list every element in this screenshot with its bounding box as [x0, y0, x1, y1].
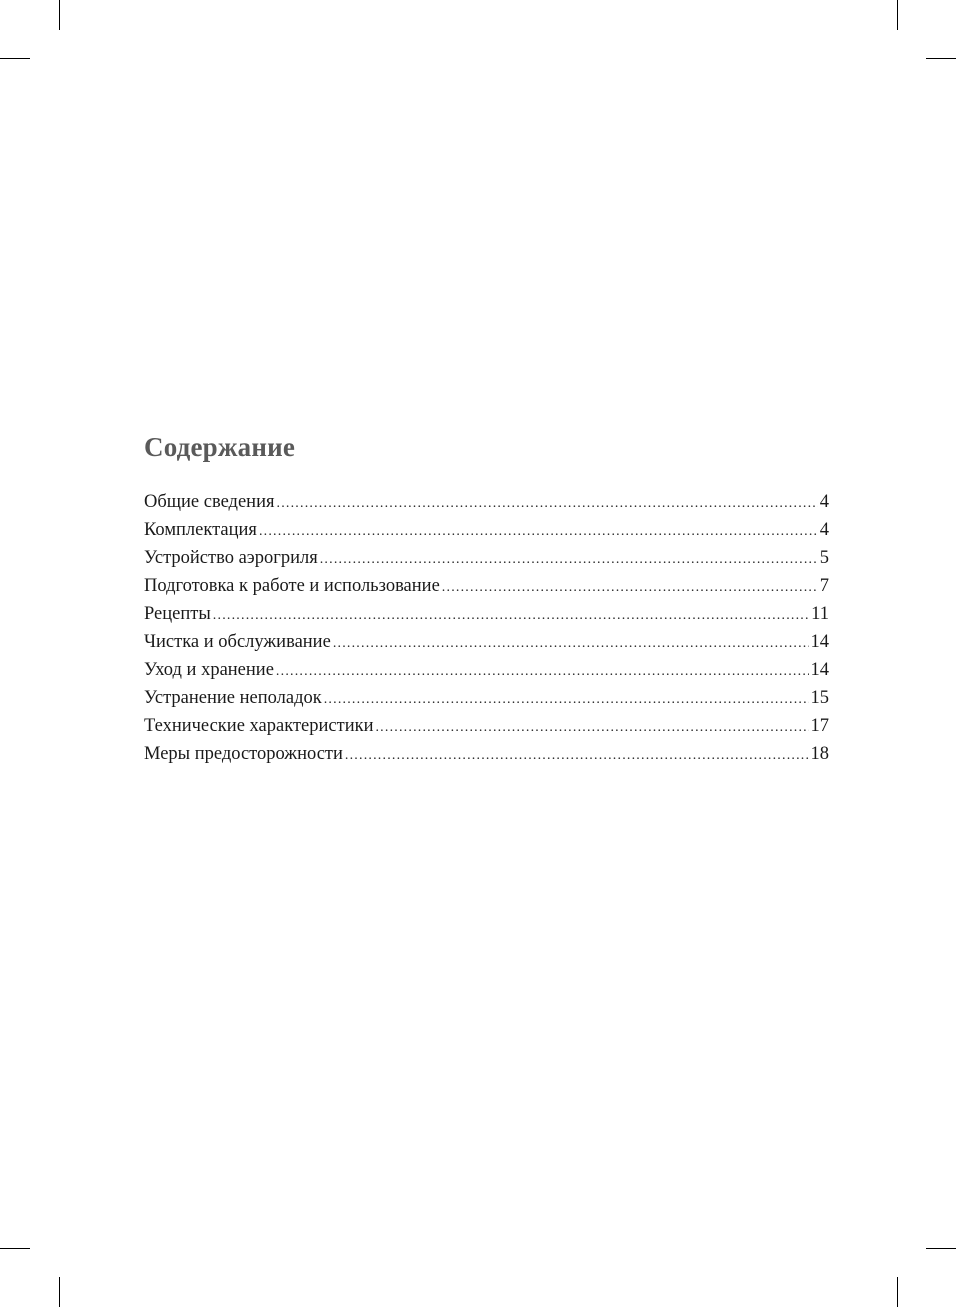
toc-entry-page: 15	[810, 688, 829, 708]
toc-dot-leader	[375, 714, 808, 742]
toc-entry-page: 11	[811, 604, 829, 624]
crop-mark-top-right-horizontal	[926, 58, 956, 59]
toc-dot-leader	[259, 518, 818, 546]
toc-entry-label: Уход и хранение	[144, 660, 274, 680]
toc-entry[interactable]	[144, 712, 829, 740]
toc-entry-label: Общие сведения	[144, 492, 275, 512]
toc-dot-leader	[345, 742, 809, 770]
toc-dot-leader	[324, 686, 809, 714]
crop-mark-bottom-left-horizontal	[0, 1248, 30, 1249]
toc-dot-leader	[320, 546, 818, 574]
toc-entry-label: Устранение неполадок	[144, 688, 322, 708]
toc-entry-page: 4	[819, 492, 829, 512]
toc-entry-label: Рецепты	[144, 604, 211, 624]
toc-dot-leader	[442, 574, 818, 602]
toc-entry-label: Комплектация	[144, 520, 257, 540]
crop-mark-top-left	[59, 0, 60, 30]
toc-entry[interactable]	[144, 544, 829, 572]
toc-entry[interactable]	[144, 488, 829, 516]
toc-entry-label: Подготовка к работе и использование	[144, 576, 440, 596]
table-of-contents	[144, 488, 829, 768]
toc-entry-page: 14	[810, 632, 829, 652]
toc-title: Содержание	[144, 432, 296, 462]
toc-entry-page: 5	[819, 548, 829, 568]
toc-entry-label: Устройство аэрогриля	[144, 548, 318, 568]
toc-entry[interactable]	[144, 628, 829, 656]
crop-mark-bottom-left	[59, 1277, 60, 1307]
toc-entry-page: 17	[810, 716, 829, 736]
crop-mark-bottom-right-horizontal	[926, 1248, 956, 1249]
toc-entry-page: 7	[819, 576, 829, 596]
toc-dot-leader	[276, 658, 809, 686]
toc-entry-label: Чистка и обслуживание	[144, 632, 331, 652]
toc-entry-label: Меры предосторожности	[144, 744, 343, 764]
toc-entry-label: Технические характеристики	[144, 716, 374, 736]
crop-mark-bottom-right	[897, 1277, 898, 1307]
toc-entry[interactable]	[144, 656, 829, 684]
toc-entry-page: 18	[810, 744, 829, 764]
toc-entry[interactable]	[144, 740, 829, 768]
crop-mark-top-left-horizontal	[0, 58, 30, 59]
toc-entry-page: 4	[819, 520, 829, 540]
toc-dot-leader	[213, 602, 809, 630]
toc-dot-leader	[333, 630, 809, 658]
toc-entry[interactable]	[144, 572, 829, 600]
crop-mark-top-right	[897, 0, 898, 30]
toc-entry-page: 14	[810, 660, 829, 680]
toc-entry[interactable]	[144, 516, 829, 544]
toc-entry[interactable]	[144, 684, 829, 712]
toc-entry[interactable]	[144, 600, 829, 628]
toc-dot-leader	[277, 490, 818, 518]
